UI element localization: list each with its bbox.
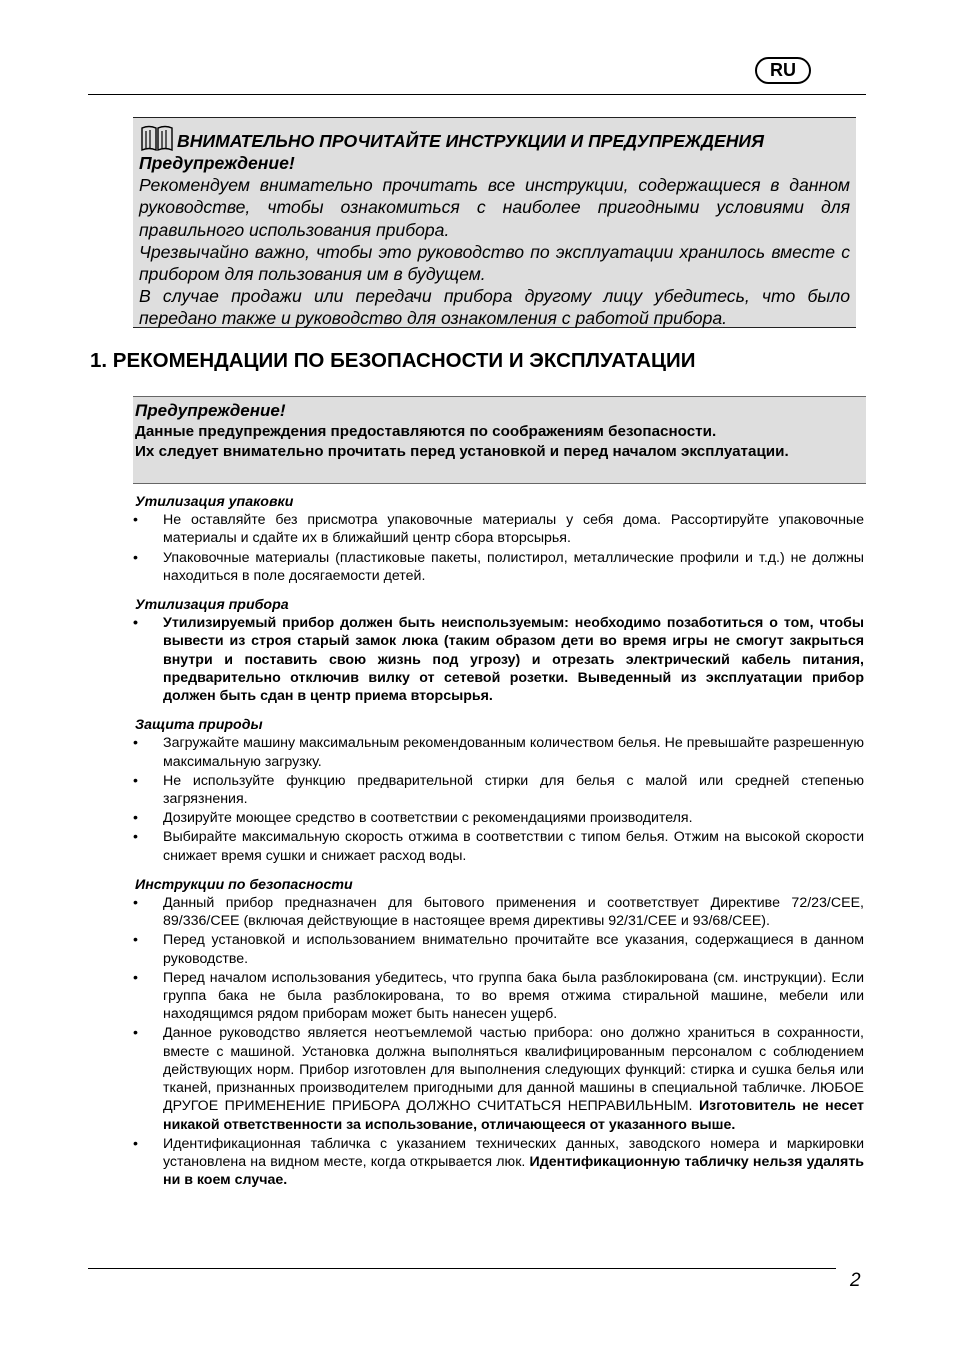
list-item: • Данный прибор предназначен для бытового применения и соответствует Директиве 72/23/CEE, 89/336/CEE (включая действующие в настоящее время директивы 92/31/CEE и 93/68/CEE).: [133, 895, 864, 930]
list-item: • Не оставляйте без присмотра упаковочные материалы у себя дома. Рассортируйте упаковочные материалы и сдайте их в ближайший центр сбора вторсырья.: [133, 512, 864, 547]
warning-title: [139, 124, 850, 152]
notice-line-1: Данные предупреждения предоставляются по соображениям безопасности.: [135, 422, 717, 440]
disposal-list: [133, 614, 864, 705]
packaging-heading: Утилизация упаковки: [135, 494, 294, 510]
list-item: • Перед установкой и использованием внимательно прочитайте все указания, содержащиеся в данном руководстве.: [133, 932, 864, 967]
warning-title-text: ВНИМАТЕЛЬНО ПРОЧИТАЙТЕ ИНСТРУКЦИИ И ПРЕДУПРЕЖДЕНИЯ: [177, 130, 764, 151]
list-item: • Перед началом использования убедитесь, что группа бака была разблокирована (см. инструкции). Если группа бака не была разблокирована, то во время отжима стиральной машине, мебели или находящимся рядом приборам может быть нанесен ущерб.: [133, 969, 864, 1023]
page-number: 2: [850, 1270, 861, 1291]
language-badge: RU: [755, 57, 811, 84]
list-item: • Загружайте машину максимальным рекомендованным количеством белья. Не превышайте разрешенную максимальную загрузку.: [133, 735, 864, 770]
warning-paragraph-1: Рекомендуем внимательно прочитать все инструкции, содержащиеся в данном руководстве, чтобы ознакомиться с наиболее пригодными условиями для правильного использования прибора.: [139, 175, 850, 240]
safety-notice-box: [133, 396, 866, 484]
list-item: • Выбирайте максимальную скорость отжима в соответствии с типом белья. Отжим на высокой скорости снижает время сушки и снижает расход воды.: [133, 829, 864, 864]
environment-heading: Защита природы: [135, 717, 263, 734]
warning-paragraph-3: В случае продажи или передачи прибора другому лицу убедитесь, что было передано также и руководство для ознакомления с работой прибора.: [139, 286, 850, 329]
safety-list: [133, 894, 864, 1189]
safety-heading: Инструкции по безопасности: [135, 876, 353, 893]
warning-subtitle: Предупреждение!: [139, 153, 295, 173]
environment-list: [133, 734, 864, 864]
open-book-icon: [139, 124, 175, 152]
list-item: • Утилизируемый прибор должен быть неиспользуемым: необходимо позаботиться о том, чтобы вывести из строя старый замок люка (таким образом дети во время игры не смогут закрыться внутри и поставить свою жизнь под угрозу) и отрезать электрический кабель питания, предварительно отключив вилку от сетевой розетки. Выведенный из эксплуатации прибор должен быть сдан в центр приема вторсырья.: [133, 615, 864, 705]
notice-title: Предупреждение!: [135, 401, 286, 420]
packaging-list: [133, 511, 864, 585]
notice-line-2: Их следует внимательно прочитать перед установкой и перед началом эксплуатации.: [135, 443, 789, 461]
list-item: • Данное руководство является неотъемлемой частью прибора: оно должно храниться в сохранности, вместе с машиной. Установка должна выполняться квалифицированным персоналом с соблюдением действующих норм. Прибор изготовлен для выполнения следующих функций: стирка и сушка белья или тканей, признанных производителем пригодными для данной машины в специальной табличке. ЛЮБОЕ ДРУГОЕ ПРИМЕНЕНИЕ ПРИБОРА ДОЛЖНО СЧИТАТЬСЯ НЕПРАВИЛЬНЫМ. Изготовитель не несет никакой ответственности за использование, отличающееся от указанного выше.: [133, 1025, 864, 1133]
header-rule: [88, 94, 866, 95]
warning-paragraph-2: Чрезвычайно важно, чтобы это руководство по эксплуатации хранилось вместе с прибором для пользования им в будущем.: [139, 241, 850, 285]
list-item: • Упаковочные материалы (пластиковые пакеты, полистирол, металлические профили и т.д.) не должны находиться в поле досягаемости детей.: [133, 549, 864, 584]
list-item: • Дозируйте моющее средство в соответствии с рекомендациями производителя.: [133, 810, 693, 827]
section-heading: 1. РЕКОМЕНДАЦИИ ПО БЕЗОПАСНОСТИ И ЭКСПЛУАТАЦИИ: [90, 349, 696, 372]
list-item: • Идентификационная табличка с указанием технических данных, заводского номера и маркировки установлена на видном месте, когда открывается люк. Идентификационную табличку нельзя удалять ни в коем случае.: [133, 1135, 864, 1189]
instructions-warning-box: [133, 117, 856, 328]
footer-rule: [88, 1268, 836, 1269]
list-item: • Не используйте функцию предварительной стирки для белья с малой или средней степенью загрязнения.: [133, 772, 864, 808]
main-content: [133, 493, 864, 1190]
disposal-heading: Утилизация прибора: [135, 597, 289, 614]
